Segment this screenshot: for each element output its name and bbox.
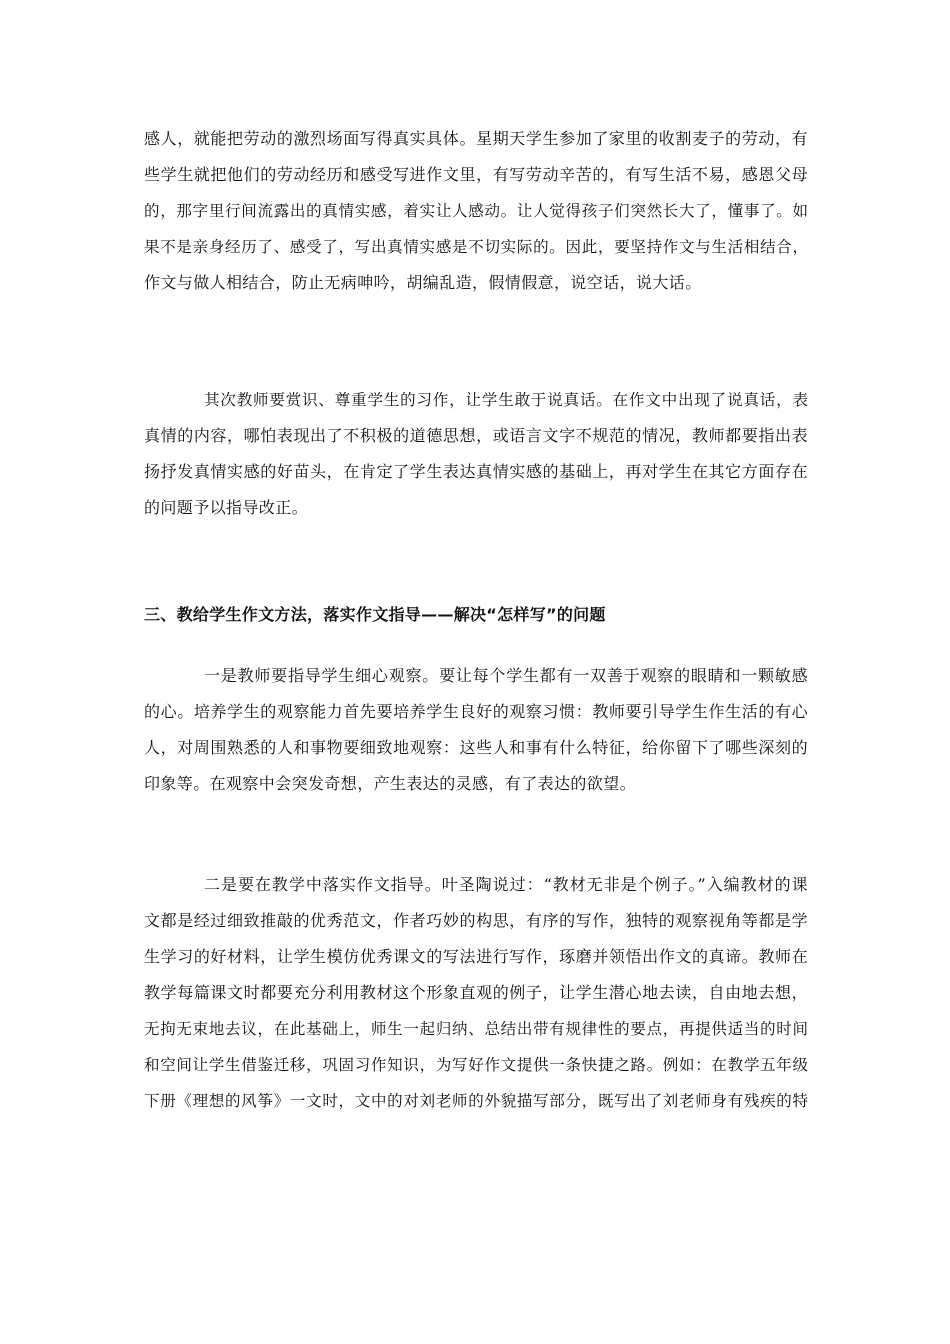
paragraph-line: 文都是经过细致推敲的优秀范文，作者巧妙的构思，有序的写作，独特的观察视角等都是学 (144, 911, 808, 930)
paragraph-line: 的，那字里行间流露出的真情实感，着实让人感动。让人觉得孩子们突然长大了，懂事了。如 (144, 202, 808, 220)
paragraph-line: 其次教师要赏识、尊重学生的习作，让学生敢于说真话。在作文中出现了说真话，表 (204, 391, 808, 409)
paragraph-line: 一是教师要指导学生细心观察。要让每个学生都有一双善于观察的眼睛和一颗敏感 (204, 666, 808, 685)
paragraph-3 (144, 658, 808, 802)
paragraph-line: 真情的内容，哪怕表现出了不积极的道德思想，或语言文字不规范的情况，教师都要指出表 (144, 426, 808, 445)
paragraph-line: 扬抒发真情实感的好苗头，在肯定了学生表达真情实感的基础上，再对学生在其它方面存在 (144, 462, 808, 481)
paragraph-1 (144, 121, 808, 301)
paragraph-2 (144, 382, 808, 526)
paragraph-line: 二是要在教学中落实作文指导。叶圣陶说过：“教材无非是个例子。”入编教材的课 (204, 875, 808, 894)
paragraph-line: 和空间让学生借鉴迁移，巩固习作知识，为写好作文提供一条快捷之路。例如：在教学五年级 (144, 1056, 808, 1074)
paragraph-line: 作文与做人相结合，防止无病呻吟，胡编乱造，假情假意，说空话，说大话。 (144, 273, 702, 292)
paragraph-line: 些学生就把他们的劳动经历和感受写进作文里，有写劳动辛苦的，有写生活不易，感恩父母 (144, 165, 808, 184)
paragraph-line: 下册《理想的风筝》一文时，文中的对刘老师的外貌描写部分，既写出了刘老师身有残疾的特 (144, 1092, 808, 1110)
paragraph-line: 印象等。在观察中会突发奇想，产生表达的灵感，有了表达的欲望。 (144, 774, 637, 793)
paragraph-line: 无拘无束地去议，在此基础上，师生一起归纳、总结出带有规律性的要点，再提供适当的时间 (144, 1020, 808, 1038)
paragraph-line: 的心。培养学生的观察能力首先要培养学生良好的观察习惯：教师要引导学生作生活的有心 (144, 702, 808, 721)
paragraph-line: 生学习的好材料，让学生模仿优秀课文的写法进行写作，琢磨并领悟出作文的真谛。教师在 (144, 947, 808, 966)
section-heading: 三、教给学生作文方法，落实作文指导——解决“怎样写”的问题 (144, 605, 606, 624)
paragraph-line: 的问题予以指导改正。 (144, 498, 309, 517)
paragraph-line: 果不是亲身经历了、感受了，写出真情实感是不切实际的。因此，要坚持作文与生活相结合， (144, 238, 808, 256)
paragraph-line: 感人，就能把劳动的激烈场面写得真实具体。星期天学生参加了家里的收割麦子的劳动，有 (144, 129, 808, 148)
paragraph-line: 人，对周围熟悉的人和事物要细致地观察：这些人和事有什么特征，给你留下了哪些深刻的 (144, 738, 808, 757)
paragraph-line: 教学每篇课文时都要充分利用教材这个形象直观的例子，让学生潜心地去读，自由地去想， (144, 983, 808, 1002)
paragraph-4 (144, 867, 808, 1119)
